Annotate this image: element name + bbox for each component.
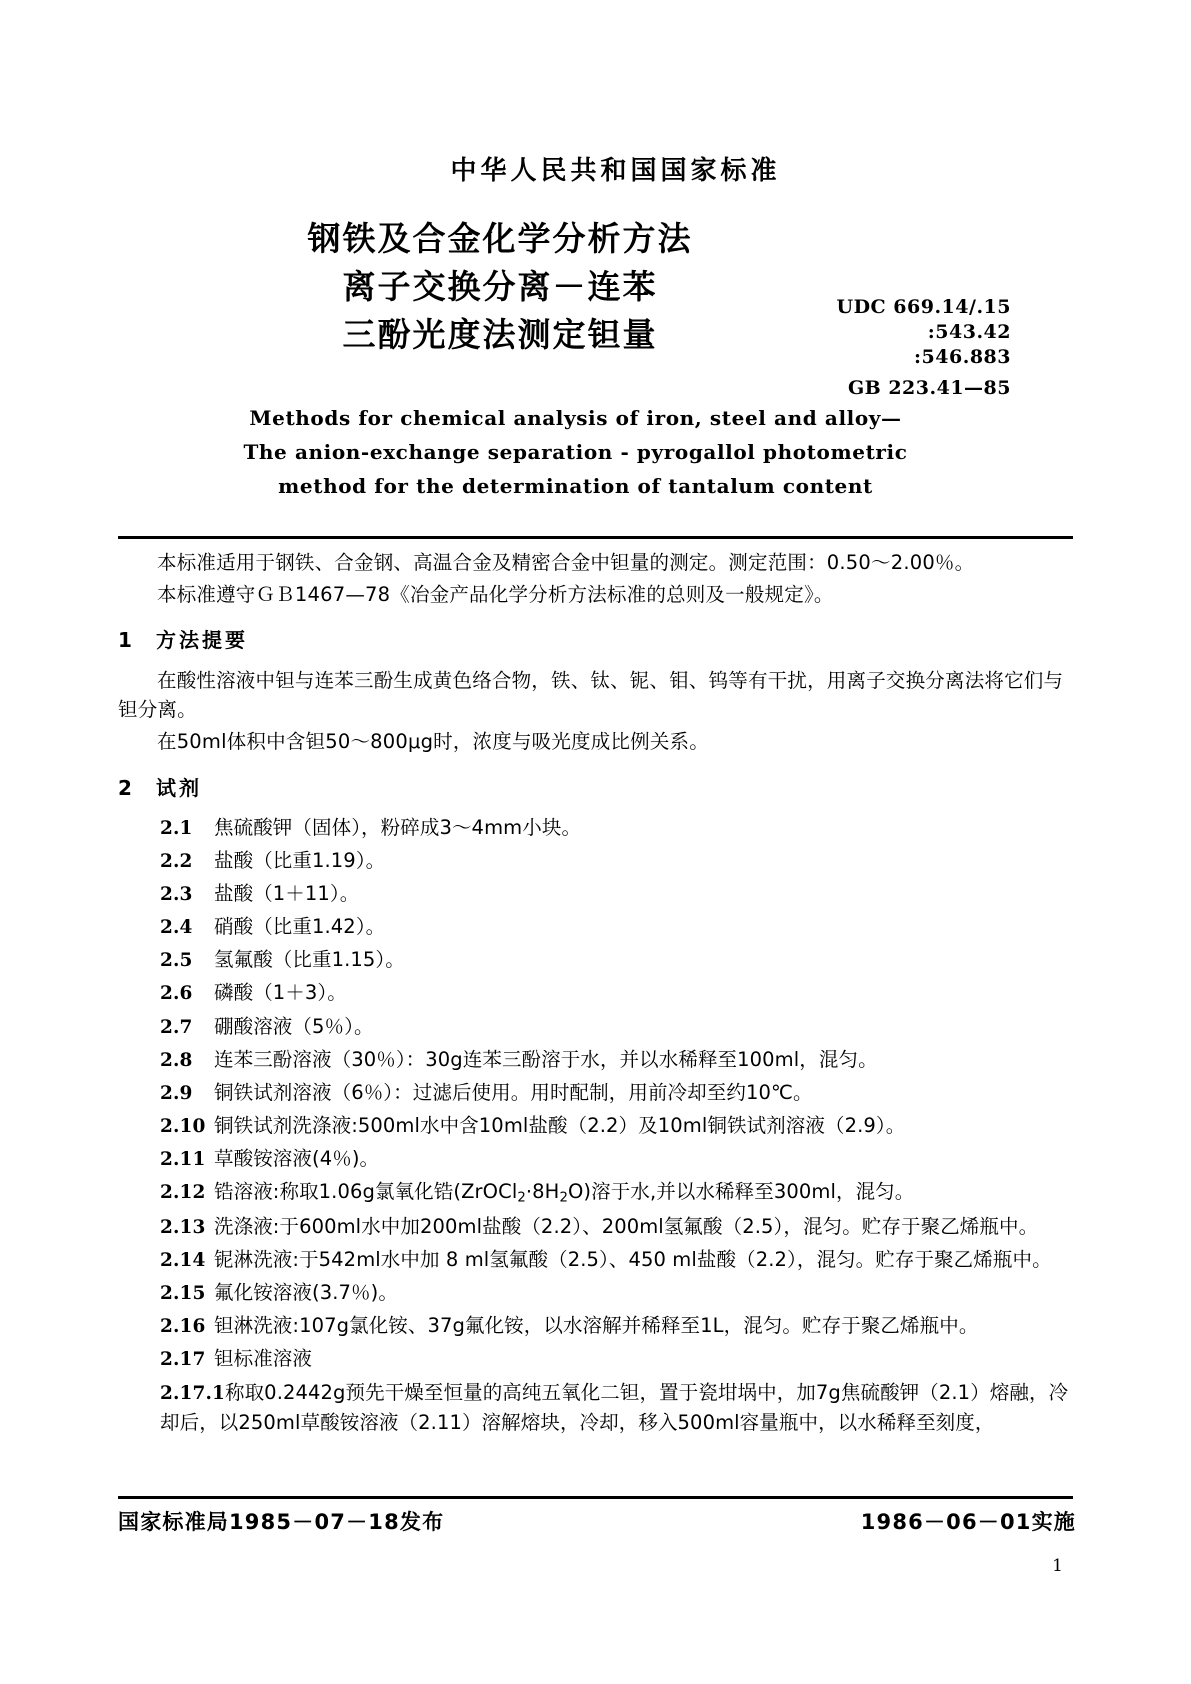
reagent-text: 连苯三酚溶液（30％）：30g连苯三酚溶于水，并以水稀释至100ml，混匀。 (214, 1047, 878, 1071)
section-1-number: 1 (118, 628, 133, 653)
gb-standard-number: GB 223.41—85 (847, 377, 1011, 400)
reagent-text-zirconium: 锆溶液:称取1.06g氯氧化锆$(ZrOCl_2\cdot 8H_2O)$溶于水,并以水稀释至300ml，混匀。 (214, 1180, 915, 1206)
section-2-title: 试剂 (156, 775, 202, 800)
section-1-paragraph-2: 在50ml体积中含钽50～800μg时，浓度与吸光度成比例关系。 (157, 729, 709, 753)
reagent-item (118, 813, 1076, 843)
reagent-item (118, 1212, 1076, 1242)
udc-line-3: :546.883 (914, 346, 1011, 369)
title-row (0, 215, 1191, 400)
reagent-number: 2.4 (160, 917, 193, 939)
page-number: 1 (1052, 1556, 1063, 1576)
reagent-item (118, 1245, 1076, 1275)
reagent-item (118, 1144, 1076, 1174)
national-standard-line: 中华人民共和国国家标准 (450, 156, 781, 186)
reagent-text: 钽标准溶液 (214, 1347, 313, 1371)
reagent-text: 磷酸（1＋3）。 (214, 981, 347, 1005)
reagent-text: 氢氟酸（比重1.15）。 (214, 948, 405, 972)
reagent-number: 2.15 (160, 1283, 206, 1305)
english-title-line-1: Methods for chemical analysis of iron, steel and alloy— (249, 405, 902, 430)
reagent-item (118, 879, 1076, 909)
section-1-paragraph-1: 在酸性溶液中钽与连苯三酚生成黄色络合物，铁、钛、铌、钼、钨等有干扰，用离子交换分离法将它们与钽分离。 (118, 668, 1064, 722)
document-body (118, 548, 1076, 1440)
reagent-number: 2.12 (160, 1182, 206, 1204)
section-2-number: 2 (118, 775, 133, 800)
reagent-item (118, 1045, 1076, 1075)
reagent-number: 2.7 (160, 1016, 193, 1038)
reagent-number: 2.11 (160, 1149, 206, 1170)
reagent-number: 2.13 (160, 1216, 206, 1238)
reagent-text: 钽淋洗液:107g氯化铵、37g氟化铵，以水溶解并稀释至1L，混匀。贮存于聚乙烯瓶中。 (214, 1314, 979, 1338)
reagent-item (118, 1311, 1076, 1341)
reagent-item (118, 978, 1076, 1008)
document-header (0, 150, 1191, 504)
english-title (0, 401, 1191, 504)
footer-divider-rule (118, 1496, 1073, 1499)
reagent-item (118, 1378, 1076, 1438)
effective-date: 1986－06－01实施 (860, 1510, 1076, 1534)
section-1-title: 方法提要 (156, 628, 248, 653)
reagent-number: 2.3 (160, 884, 193, 906)
reagent-item (118, 945, 1076, 975)
english-title-line-2: The anion-exchange separation - pyrogallol photometric (243, 439, 908, 464)
document-footer (118, 1506, 1076, 1536)
reagent-item (118, 1111, 1076, 1141)
scope-line-2: 本标准遵守ＧＢ1467—78《冶金产品化学分析方法标准的总则及一般规定》。 (157, 582, 834, 606)
reagent-number: 2.5 (160, 950, 193, 972)
reagent-number: 2.9 (160, 1082, 193, 1104)
reagent-item (118, 846, 1076, 876)
reagent-item (118, 912, 1076, 942)
reagent-text: 铜铁试剂溶液（6％）：过滤后使用。用时配制，用前冷却至约10℃。 (214, 1080, 813, 1104)
scope-line-1: 本标准适用于钢铁、合金钢、高温合金及精密合金中钽量的测定。测定范围：0.50～2.00％。 (157, 551, 975, 574)
reagent-item (118, 1012, 1076, 1042)
reagent-text: 铌淋洗液:于542ml水中加 8 ml氢氟酸（2.5）、450 ml盐酸（2.2），混匀。贮存于聚乙烯瓶中。 (214, 1248, 1052, 1272)
reagent-number: 2.16 (160, 1316, 206, 1338)
reagent-text: 硼酸溶液（5％）。 (214, 1014, 374, 1038)
section-2-heading (118, 773, 1076, 803)
reagent-number: 2.17 (160, 1349, 206, 1371)
reagent-text: 草酸铵溶液(4％)。 (214, 1147, 380, 1170)
header-divider-rule (118, 536, 1073, 539)
reagent-number: 2.2 (160, 851, 193, 873)
reagent-text: 氟化铵溶液(3.7％)。 (214, 1281, 398, 1305)
reagent-number: 2.10 (160, 1115, 206, 1137)
reagent-text: 称取0.2442g预先干燥至恒量的高纯五氧化二钽，置于瓷坩埚中，加7g焦硫酸钾（2.1）熔融，冷却后，以250ml草酸铵溶液（2.11）溶解熔块，冷却，移入500ml容量瓶中，以水稀释至刻度， (160, 1380, 1069, 1434)
title-line-1: 钢铁及合金化学分析方法 (307, 219, 693, 258)
title-line-2: 离子交换分离－连苯 (342, 266, 658, 306)
section-1-heading (118, 625, 1076, 655)
reagent-text: 铜铁试剂洗涤液:500ml水中含10ml盐酸（2.2）及10ml铜铁试剂溶液（2.9）。 (214, 1113, 906, 1137)
reagent-item (118, 1278, 1076, 1308)
reagent-number: 2.1 (160, 817, 193, 839)
reagent-text: 硝酸（比重1.42）。 (214, 915, 386, 939)
udc-line-2: :543.42 (927, 321, 1011, 344)
reagent-number: 2.14 (160, 1250, 206, 1272)
english-title-line-3: method for the determination of tantalum content (278, 474, 873, 499)
reagent-number: 2.17.1 (160, 1382, 225, 1404)
title-line-3: 三酚光度法测定钽量 (342, 314, 658, 354)
reagent-text: 盐酸（比重1.19）。 (214, 849, 386, 873)
reagent-item (118, 1177, 1076, 1209)
reagent-number: 2.6 (160, 983, 193, 1005)
reagent-text: 洗涤液:于600ml水中加200ml盐酸（2.2）、200ml氢氟酸（2.5），混匀。贮存于聚乙烯瓶中。 (214, 1214, 1039, 1238)
reagent-text: 盐酸（1＋11）。 (214, 882, 360, 906)
issue-date: 国家标准局1985－07－18发布 (118, 1510, 445, 1534)
udc-classification-block (837, 295, 1012, 401)
reagent-text: 焦硫酸钾（固体），粉碎成3～4mm小块。 (214, 815, 582, 839)
reagent-item (118, 1078, 1076, 1108)
udc-line-1: UDC 669.14/.15 (836, 296, 1011, 318)
reagent-number: 2.8 (160, 1049, 193, 1071)
reagent-item (118, 1344, 1076, 1374)
